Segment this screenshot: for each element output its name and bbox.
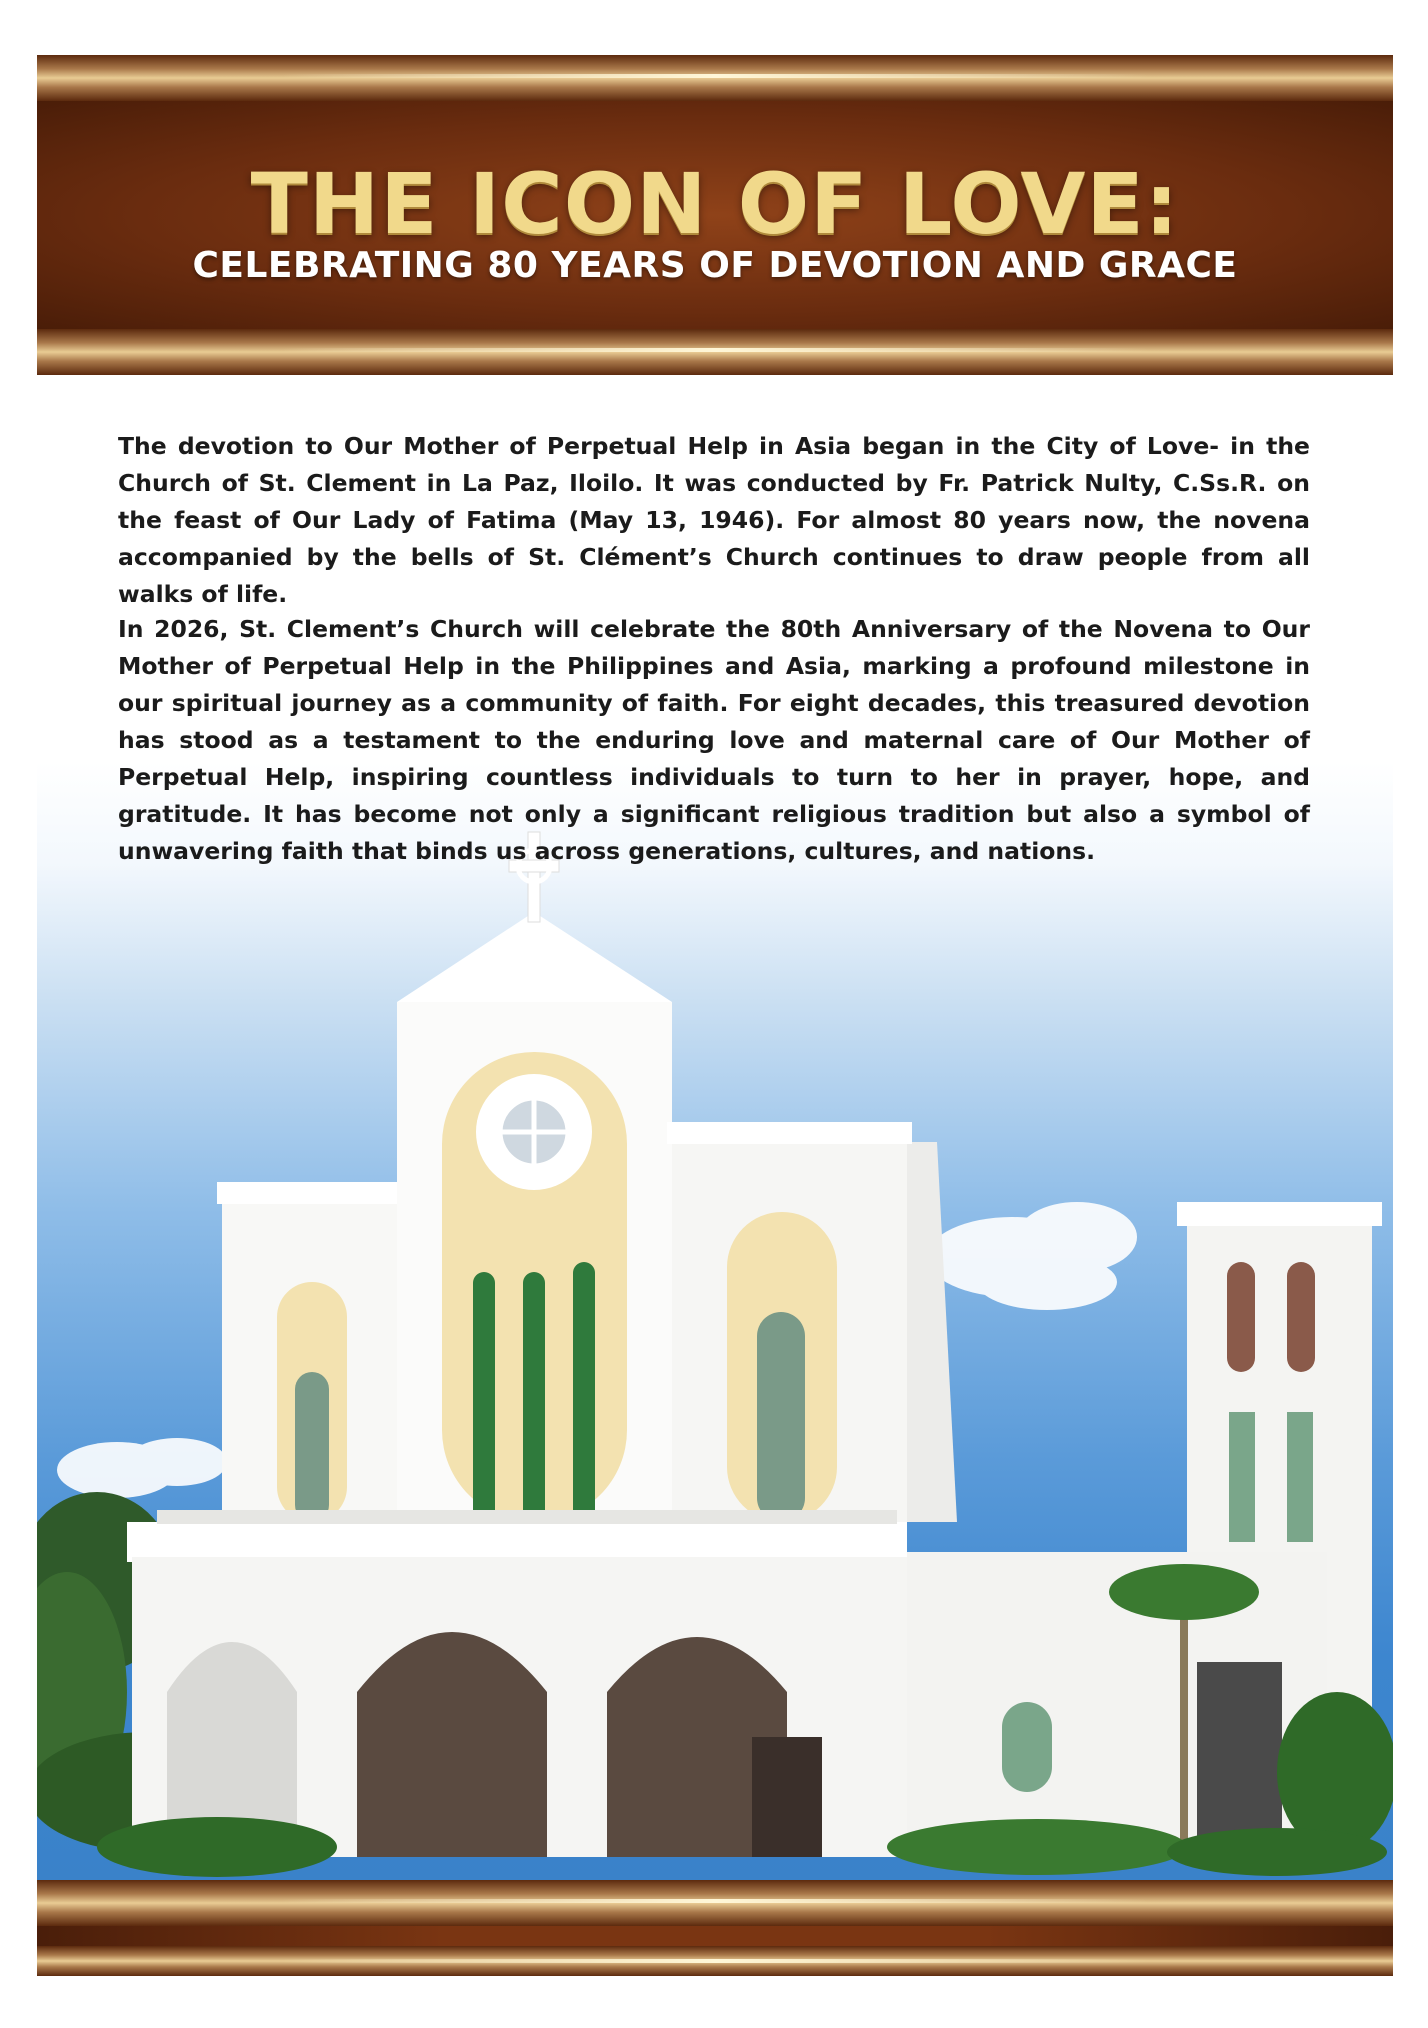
banner-gold-band-bottom [37,329,1393,375]
footer-gold-band-bottom [37,1946,1393,1976]
church-portico [127,1510,1327,1857]
church-facade [217,832,957,1522]
banner-gold-band-top [37,55,1393,101]
page-title: THE ICON OF LOVE: [250,155,1180,253]
article-paragraph-2: In 2026, St. Clement’s Church will celebrate the 80th Anniversary of the Novena to Our Mother of Perpetual Help in the Philippines and Asia, marking a profound milestone in our spiritual journey as a community of faith. For eight decades, this treasured devotion has stood as a testament to the enduring love and maternal care of Our Mother of Perpetual Help, inspiring countless individuals to turn to her in prayer, hope, and gratitude. It has become not only a significant religious tradition but also a symbol of unwavering faith that binds us across generations, cultures, and nations. [118,615,1310,865]
page-subtitle: CELEBRATING 80 YEARS OF DEVOTION AND GRACE [192,245,1238,286]
article-paragraph-1: The devotion to Our Mother of Perpetual Help in Asia began in the City of Love- in the Church of St. Clement in La Paz, Iloilo. It was conducted by Fr. Patrick Nulty, C.Ss.R. on the feast of Our Lady of Fatima (May 13, 1946). For almost 80 years now, the novena accompanied by the bells of St. Clément’s Church continues to draw people from all walks of life. [118,432,1310,608]
church-photo [37,762,1393,1880]
church-illustration [37,762,1393,1880]
footer-gold-band [37,1880,1393,1926]
header-banner [37,55,1393,375]
footer-banner [37,1880,1393,1976]
